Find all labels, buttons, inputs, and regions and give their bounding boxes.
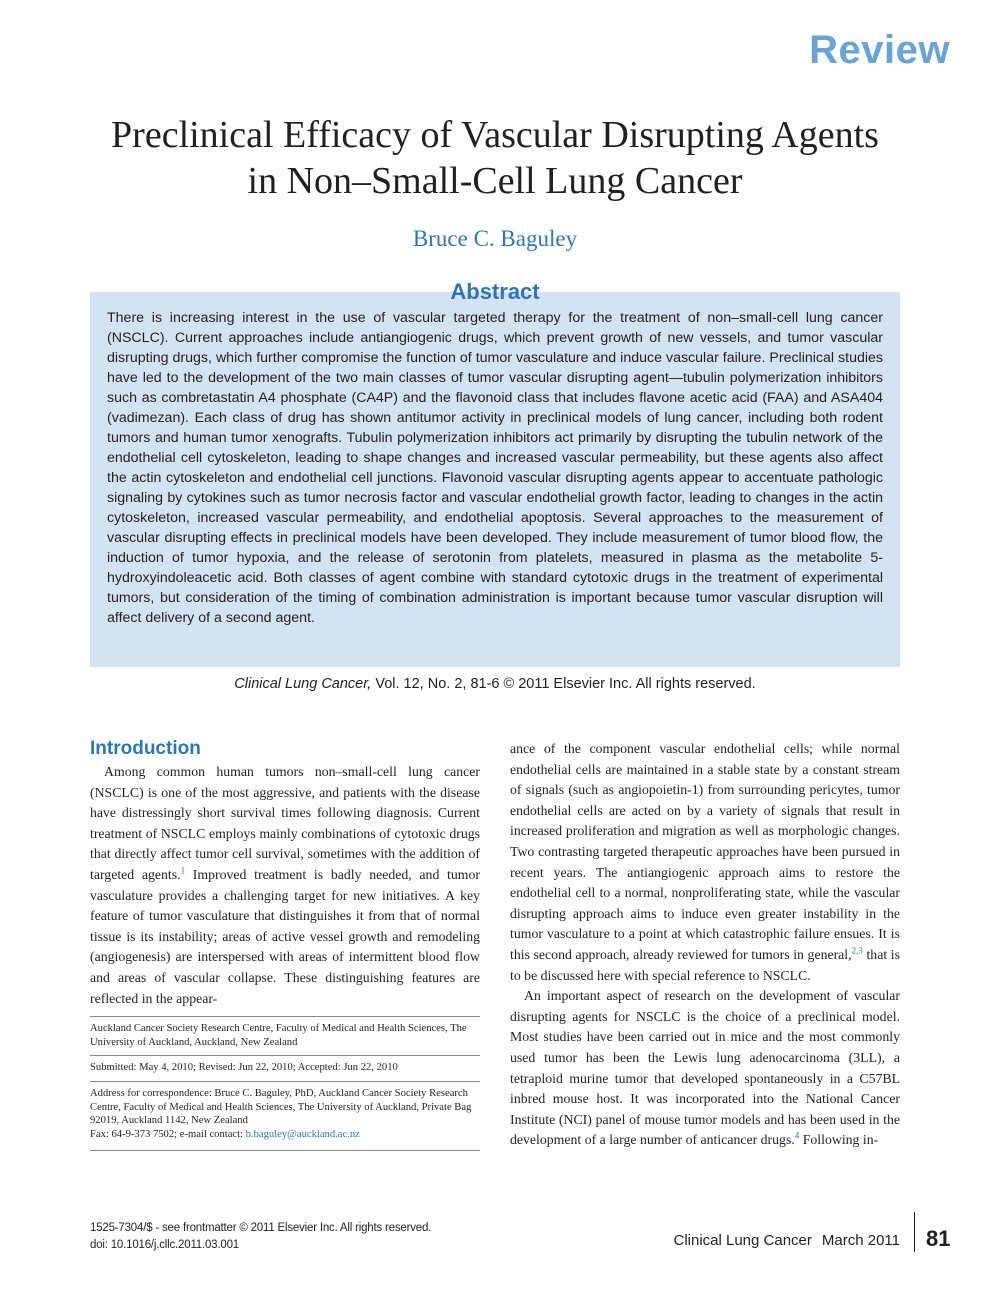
paragraph-text: An important aspect of research on the development of vascular disrupting agents for NSCLC is the choice of a preclinical model. Most studies have been carried out in mice and the most commonly used tumor has been the Lewis lung adenocarcinoma (3LL), a tetraploid murine tumor that developed spontaneously in a C57BL inbred mouse host. It was incorporated into the National Cancer Institute (NCI) panel of mouse tumor models and has been used in the development of a large number of anticancer drugs. xyxy=(510,988,900,1148)
right-column xyxy=(510,739,900,1151)
title-line-1: Preclinical Efficacy of Vascular Disrupting Agents xyxy=(111,114,879,156)
article-title xyxy=(60,112,930,204)
paragraph xyxy=(90,762,480,1009)
left-column xyxy=(90,762,480,1009)
contact-prefix: Fax: 64-9-373 7502; e-mail contact: xyxy=(90,1128,246,1140)
correspondence-note xyxy=(90,1087,485,1141)
paragraph-text: Among common human tumors non–small-cell lung cancer (NSCLC) is one of the most aggressive, and patients with the disease have distressingly short survival times following diagnosis. Current treatment of NSCLC employs mainly combinations of cytotoxic drugs that directly affect tumor cell survival, sometimes with the addition of targeted agents. xyxy=(90,764,480,882)
paragraph xyxy=(510,739,900,986)
paragraph-text: ance of the component vascular endothelial cells; while normal endothelial cells are maintained in a stable state by a constant stream of signals (such as angiopoietin-1) from surrounding pericytes, tumor endothelial cells are acted on by a variety of signals that result in increased proliferation and migration as well as morphologic changes. Two contrasting targeted therapeutic approaches have been pursued in recent years. The antiangiogenic approach aims to restore the endothelial cell to a normal, nonproliferating state, while the vascular disrupting approach aims to induce even greater instability in the tumor vasculature to a point at which catastrophic failure ensues. It is this second approach, already reviewed for tumors in general, xyxy=(510,741,900,962)
footnote-divider xyxy=(90,1016,480,1017)
reference-link[interactable]: 2,3 xyxy=(851,945,863,956)
citation-details: Vol. 12, No. 2, 81-6 © 2011 Elsevier Inc. All rights reserved. xyxy=(371,676,756,692)
footer-doi[interactable]: doi: 10.1016/j.cllc.2011.03.001 xyxy=(90,1239,239,1251)
footnote-divider xyxy=(90,1150,480,1151)
section-label: Review xyxy=(809,28,950,72)
paragraph-text: Following in- xyxy=(799,1132,879,1148)
footer-divider xyxy=(914,1212,915,1252)
introduction-heading: Introduction xyxy=(90,738,201,759)
paragraph-text: that is to be discussed here with special reference to NSCLC. xyxy=(510,946,900,983)
abstract-heading: Abstract xyxy=(450,279,540,304)
author-name[interactable]: Bruce C. Baguley xyxy=(412,226,578,251)
footer-issn: 1525-7304/$ - see frontmatter © 2011 Elsevier Inc. All rights reserved. xyxy=(90,1222,432,1234)
reference-link[interactable]: 4 xyxy=(794,1130,800,1141)
footnote-divider xyxy=(90,1055,480,1056)
abstract-text: There is increasing interest in the use of vascular targeted therapy for the treatment of non–small-cell lung cancer (NSCLC). Current approaches include antiangiogenic drugs, which prevent growth of new vessels, and tumor vascular disrupting drugs, which further compromise the function of tumor vasculature and induce vascular failure. Preclinical studies have led to the development of the two main classes of tumor vascular disrupting agent—tubulin polymerization inhibitors such as combretastatin A4 phosphate (CA4P) and the flavonoid class that includes flavone acetic acid (FAA) and ASA404 (vadimezan). Each class of drug has shown antitumor activity in preclinical models of lung cancer, including both rodent tumors and human tumor xenografts. Tubulin polymerization inhibitors act primarily by disrupting the tubulin network of the endothelial cell cytoskeleton, leading to shape changes and increased vascular permeability, but these agents also affect the actin cytoskeleton and endothelial cell junctions. Flavonoid vascular disrupting agents appear to accentuate pathologic signaling by cytokines such as tumor necrosis factor and vascular endothelial growth factor, leading to changes in the actin cytoskeleton, increased vascular permeability, and endothelial apoptosis. Several approaches to the measurement of vascular disrupting effects in preclinical models have been developed. They include measurement of tumor blood flow, the induction of tumor hypoxia, and the release of serotonin from platelets, measured in plasma as the metabolite 5-hydroxyindoleacetic acid. Both classes of agent combine with standard cytotoxic drugs in the treatment of experimental tumors, but consideration of the timing of combination administration is important because tumor vascular disruption will affect delivery of a second agent. xyxy=(107,310,883,626)
page-number: 81 xyxy=(926,1226,951,1251)
paragraph xyxy=(510,986,900,1151)
title-line-2: in Non–Small-Cell Lung Cancer xyxy=(247,160,743,202)
citation-journal: Clinical Lung Cancer, xyxy=(234,676,372,692)
footer-journal-name: Clinical Lung Cancer xyxy=(673,1232,812,1249)
affiliation-note: Auckland Cancer Society Research Centre, Faculty of Medical and Health Sciences, The University of Auckland, Auckland, New Zealand xyxy=(90,1023,467,1048)
footer-journal xyxy=(673,1232,900,1249)
citation xyxy=(0,676,990,692)
footnote-divider xyxy=(90,1081,480,1082)
footer-date: March 2011 xyxy=(821,1232,900,1249)
correspondence-address: Address for correspondence: Bruce C. Baguley, PhD, Auckland Cancer Society Research Centre, Faculty of Medical and Health Sciences, The University of Auckland, Private Bag 92019, Auckland 1142, New Zealand xyxy=(90,1088,472,1126)
reference-link[interactable]: 1 xyxy=(180,865,186,876)
paragraph-text: Improved treatment is badly needed, and tumor vasculature provides a challenging target for new initiatives. A key feature of tumor vasculature that distinguishes it from that of normal tissue is its instability; areas of active vessel growth and remodeling (angiogenesis) are interspersed with areas of intermittent blood flow and areas of vascular collapse. These distinguishing features are reflected in the appear- xyxy=(90,866,480,1006)
footer-copyright xyxy=(90,1220,431,1254)
dates-note: Submitted: May 4, 2010; Revised: Jun 22, 2010; Accepted: Jun 22, 2010 xyxy=(90,1062,398,1073)
email-link[interactable]: b.baguley@auckland.ac.nz xyxy=(245,1128,360,1140)
